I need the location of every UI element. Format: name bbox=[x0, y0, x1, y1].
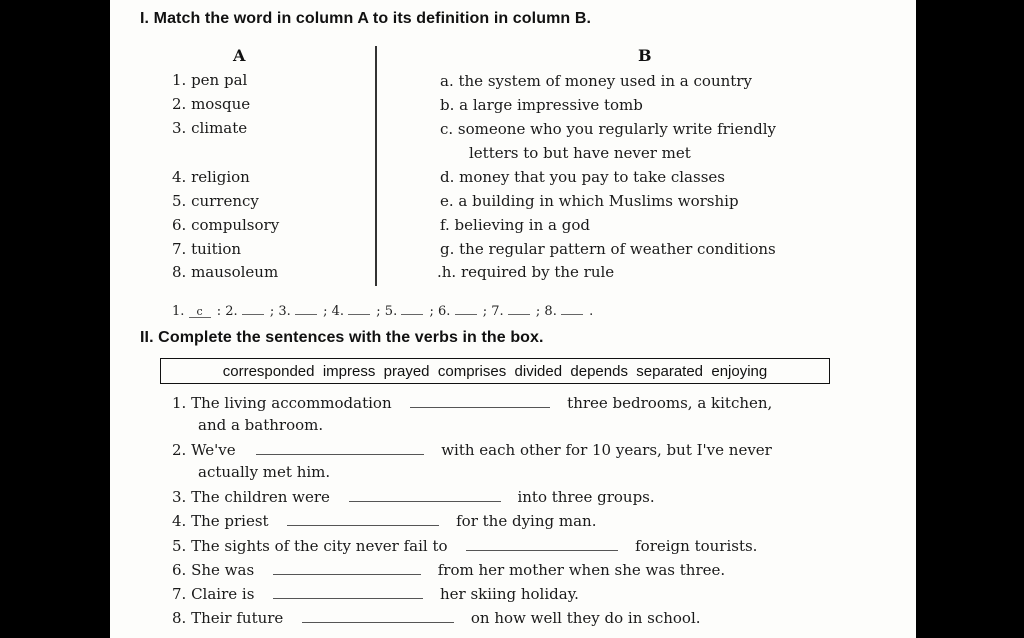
answer-label: ; 7. bbox=[482, 304, 504, 319]
answer-blank[interactable] bbox=[508, 302, 530, 315]
answer-label: : 2. bbox=[216, 304, 238, 319]
col-b-item: g. the regular pattern of weather conditions bbox=[440, 240, 776, 258]
answer-label: . bbox=[589, 304, 594, 319]
column-divider bbox=[375, 46, 377, 286]
section-2-title: II. Complete the sentences with the verbs in the box. bbox=[140, 329, 544, 346]
answer-blank[interactable] bbox=[455, 302, 477, 315]
verb-list: corresponded impress prayed comprises divided depends separated enjoying bbox=[222, 362, 768, 380]
col-b-item: .h. required by the rule bbox=[437, 263, 615, 281]
sentence-7: 7. Claire is her skiing holiday. bbox=[172, 585, 579, 603]
col-b-item: c. someone who you regularly write friendly bbox=[440, 120, 777, 138]
col-a-item: 2. mosque bbox=[172, 95, 251, 113]
col-a-item: 7. tuition bbox=[172, 240, 242, 258]
sentence-6: 6. She was from her mother when she was three. bbox=[172, 561, 726, 579]
section-1-title: I. Match the word in column A to its definition in column B. bbox=[140, 10, 592, 27]
answer-blank[interactable] bbox=[242, 302, 264, 315]
answer-label: ; 5. bbox=[376, 304, 398, 319]
answer-blank[interactable]: c bbox=[189, 305, 211, 318]
fill-blank[interactable] bbox=[256, 442, 424, 455]
answer-label: ; 4. bbox=[323, 304, 345, 319]
fill-blank[interactable] bbox=[273, 586, 423, 599]
answer-blank[interactable] bbox=[348, 302, 370, 315]
answer-label: ; 6. bbox=[429, 304, 451, 319]
col-b-item: b. a large impressive tomb bbox=[440, 96, 643, 114]
col-a-item: 6. compulsory bbox=[172, 216, 280, 234]
fill-blank[interactable] bbox=[349, 489, 501, 502]
col-b-item: d. money that you pay to take classes bbox=[440, 168, 725, 186]
col-b-item: f. believing in a god bbox=[440, 216, 590, 234]
answer-key-line bbox=[172, 302, 593, 319]
fill-blank[interactable] bbox=[410, 395, 550, 408]
fill-blank[interactable] bbox=[287, 513, 439, 526]
col-b-item-continued: letters to but have never met bbox=[469, 144, 691, 162]
sentence-1: 1. The living accommodation three bedrooms, a kitchen, bbox=[172, 394, 773, 412]
fill-blank[interactable] bbox=[466, 538, 618, 551]
sentence-2-continued: actually met him. bbox=[198, 463, 331, 481]
answer-label: ; 3. bbox=[269, 304, 291, 319]
col-b-item: e. a building in which Muslims worship bbox=[440, 192, 739, 210]
column-b-header: B bbox=[638, 46, 652, 65]
sentence-3: 3. The children were into three groups. bbox=[172, 488, 655, 506]
answer-blank[interactable] bbox=[401, 302, 423, 315]
col-a-item: 1. pen pal bbox=[172, 71, 248, 89]
answer-label: 1. bbox=[172, 304, 185, 319]
worksheet-page bbox=[110, 0, 916, 638]
fill-blank[interactable] bbox=[273, 562, 421, 575]
col-a-item: 4. religion bbox=[172, 168, 250, 186]
col-a-item: 3. climate bbox=[172, 119, 248, 137]
sentence-8: 8. Their future on how well they do in school. bbox=[172, 609, 701, 627]
answer-blank[interactable] bbox=[295, 302, 317, 315]
verb-box bbox=[160, 358, 830, 384]
col-a-item: 8. mausoleum bbox=[172, 263, 279, 281]
col-a-item: 5. currency bbox=[172, 192, 259, 210]
col-b-item: a. the system of money used in a country bbox=[440, 72, 752, 90]
fill-blank[interactable] bbox=[302, 610, 454, 623]
sentence-4: 4. The priest for the dying man. bbox=[172, 512, 597, 530]
column-a-header: A bbox=[233, 46, 246, 65]
sentence-5: 5. The sights of the city never fail to foreign tourists. bbox=[172, 537, 758, 555]
answer-label: ; 8. bbox=[535, 304, 557, 319]
sentence-2: 2. We've with each other for 10 years, but I've never bbox=[172, 441, 772, 459]
sentence-1-continued: and a bathroom. bbox=[198, 416, 324, 434]
answer-blank[interactable] bbox=[561, 302, 583, 315]
